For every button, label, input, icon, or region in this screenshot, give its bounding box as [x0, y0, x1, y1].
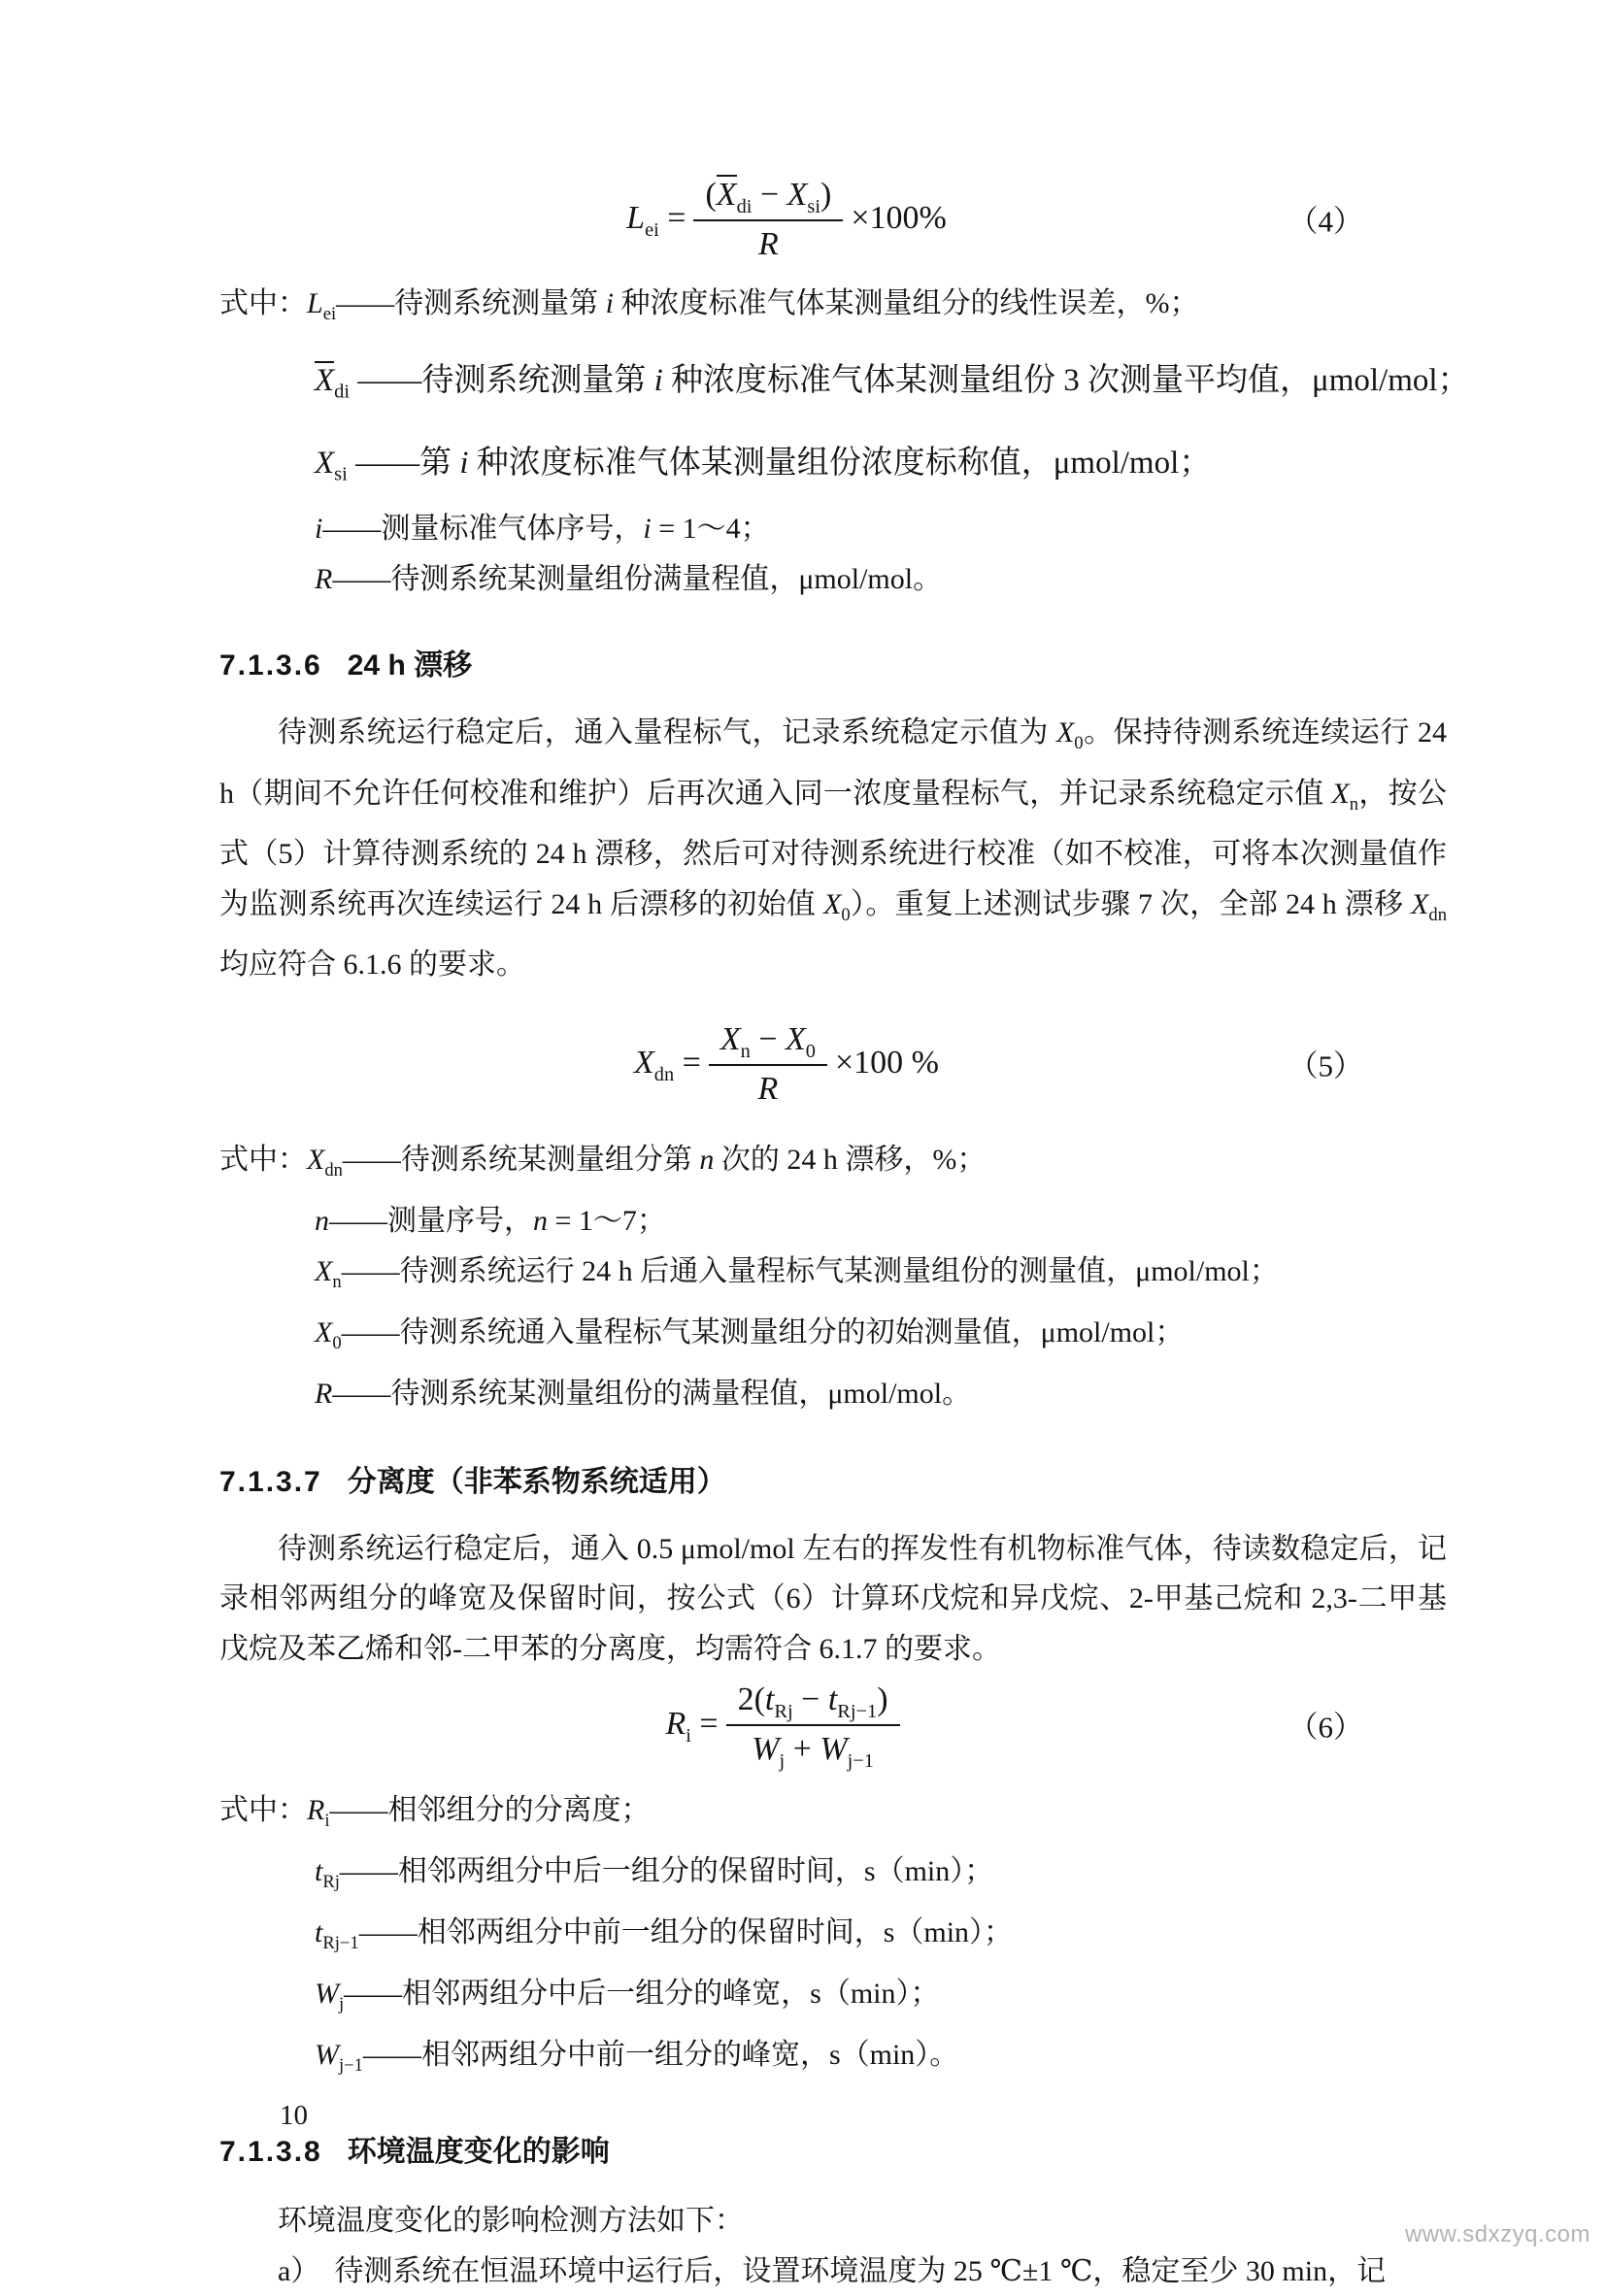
- section-heading-7-1-3-6: [219, 646, 1447, 686]
- page-content: [219, 0, 1470, 2296]
- page-number: 10: [280, 2100, 308, 2131]
- section-number: 7.1.3.7: [219, 1465, 322, 1498]
- section-title: 24 h 漂移: [347, 649, 473, 682]
- definition-line: [219, 1247, 1447, 1308]
- formula-6-definitions: [219, 1785, 1447, 2091]
- section-number: 7.1.3.6: [219, 649, 322, 682]
- definition-line: [219, 1369, 1447, 1419]
- section-heading-7-1-3-7: [219, 1462, 1447, 1503]
- definition-line: [219, 504, 1447, 554]
- definition-line: [219, 340, 1470, 433]
- formula-6-fraction: [726, 1680, 900, 1772]
- definition-line: [219, 1308, 1447, 1369]
- definition-line: [219, 1908, 1447, 1969]
- formula-5: [219, 1019, 1447, 1108]
- paragraph-24h-drift: 待测系统运行稳定后，通入量程标气，记录系统稳定示值为 $X_0$。保持待测系统连续运行 24 h（期间不允许任何校准和维护）后再次通入同一浓度量程标气，并记录系统稳定示值 $X_n$，按公式（5）计算待测系统的 24 h 漂移，然后可对待测系统进行校准（如不校准，可将本次测量值作为监测系统再次连续运行 24 h 后漂移的初始值 $X_0$）。重复上述测试步骤 7 次，全部 24 h 漂移 $X_{dn}$ 均应符合 6.1.6 的要求。: [219, 716, 1448, 982]
- formula-6: [219, 1680, 1447, 1772]
- formula-4-fraction: [693, 173, 843, 263]
- formula-6-denominator: $W_j + W_{j-1}$: [752, 1731, 875, 1772]
- definition-term: i——测量标准气体序号，i = 1～4；: [315, 513, 770, 546]
- list-item-a: a） 待测系统在恒温环境中运行后，设置环境温度为 25 ℃±1 ℃，稳定至少 30 min，记: [278, 2254, 1387, 2287]
- definition-term: $t_{Rj-1}——$相邻两组分中前一组分的保留时间，s（min）；: [315, 1916, 1014, 1954]
- definition-line: [219, 279, 1447, 340]
- definition-line: [219, 1785, 1447, 1847]
- definition-term: n——测量序号，n = 1～7；: [315, 1204, 666, 1237]
- formula-6-numerator: $2(t_{Rj} - t_{Rj-1})$: [726, 1680, 900, 1726]
- where-prefix: 式中：: [219, 287, 307, 319]
- formula-4-multiplier: ×100%: [851, 199, 947, 236]
- formula-5-multiplier: ×100 %: [835, 1045, 939, 1081]
- formula-4-numerator: $(X_{di} - X_{si})$: [693, 173, 843, 221]
- definition-line: [219, 1135, 1447, 1196]
- equation-number-5: （5）: [1288, 1048, 1363, 1083]
- definition-term: $W_j——$相邻两组分中后一组分的峰宽，s（min）；: [315, 1978, 940, 2015]
- definition-term: $t_{Rj}——$相邻两组分中后一组分的保留时间，s（min）；: [315, 1855, 994, 1893]
- formula-5-numerator: $X_n - X_0$: [709, 1019, 827, 1066]
- definition-line: [219, 554, 1447, 605]
- where-prefix: 式中：: [219, 1794, 307, 1827]
- definition-line: [219, 2030, 1447, 2091]
- formula-5-fraction: [709, 1019, 827, 1108]
- formula-4-denominator: R: [758, 226, 779, 262]
- definition-term: $X_{si}$ ——第 i 种浓度标准气体某测量组份浓度标称值，μmol/mol；: [315, 445, 1212, 485]
- formula-5-definitions: [219, 1135, 1447, 1419]
- definition-term: $X_n——$待测系统运行 24 h 后通入量程标气某测量组份的测量值，μmol/mol；: [315, 1254, 1279, 1292]
- definition-line: [219, 1969, 1447, 2030]
- section-title: 分离度（非苯系物系统适用）: [347, 1465, 726, 1498]
- formula-5-denominator: R: [757, 1070, 779, 1107]
- paragraph-temperature-intro: 环境温度变化的影响检测方法如下：: [278, 2205, 744, 2238]
- formula-4: [219, 173, 1447, 263]
- definition-line: [219, 1847, 1447, 1908]
- definition-term: $X_{dn}——$待测系统某测量组分第 n 次的 24 h 漂移，%；: [307, 1143, 987, 1181]
- definition-term: R——待测系统某测量组份满量程值，μmol/mol。: [315, 563, 943, 596]
- definition-term: $W_{j-1}——$相邻两组分中前一组分的峰宽，s（min）。: [315, 2039, 959, 2077]
- formula-5-lhs: $X_{dn}$ =: [633, 1045, 701, 1085]
- definition-term: $R_i——$相邻组分的分离度；: [307, 1794, 651, 1832]
- formula-5-expression: [634, 1019, 939, 1108]
- definition-line: [219, 433, 1447, 505]
- formula-6-lhs: $R_i$ =: [665, 1705, 719, 1747]
- definition-term: R——待测系统某测量组份的满量程值，μmol/mol。: [315, 1377, 972, 1410]
- formula-4-expression: [626, 173, 947, 263]
- equation-number-4: （4）: [1288, 204, 1363, 238]
- paragraph-resolution: 待测系统运行稳定后，通入 0.5 μmol/mol 左右的挥发性有机物标准气体，待读数稳定后，记录相邻两组分的峰宽及保留时间，按公式（6）计算环戊烷和异戊烷、2-甲基己烷和 2,3-二甲基戊烷及苯乙烯和邻-二甲苯的分离度，均需符合 6.1.7 的要求。: [219, 1532, 1447, 1665]
- where-prefix: 式中：: [219, 1143, 307, 1176]
- section-number: 7.1.3.8: [219, 2136, 322, 2169]
- section-title: 环境温度变化的影响: [347, 2136, 610, 2169]
- definition-term: $L_{ei}——$待测系统测量第 i 种浓度标准气体某测量组分的线性误差，%；: [307, 287, 1199, 324]
- section-heading-7-1-3-8: [219, 2132, 1447, 2173]
- definition-line: [219, 1196, 1447, 1247]
- watermark: www.sdxzyq.com: [1404, 2221, 1590, 2247]
- formula-6-expression: [665, 1680, 907, 1772]
- definition-term: $X_0——$待测系统通入量程标气某测量组分的初始测量值，μmol/mol；: [315, 1315, 1185, 1353]
- formula-4-lhs: $L_{ei}$ =: [626, 199, 686, 241]
- formula-4-definitions: [219, 279, 1470, 605]
- equation-number-6: （6）: [1288, 1710, 1363, 1745]
- definition-term: $X_{di}$ ——待测系统测量第 i 种浓度标准气体某测量组份 3 次测量平均值，μmol/mol；: [315, 363, 1470, 403]
